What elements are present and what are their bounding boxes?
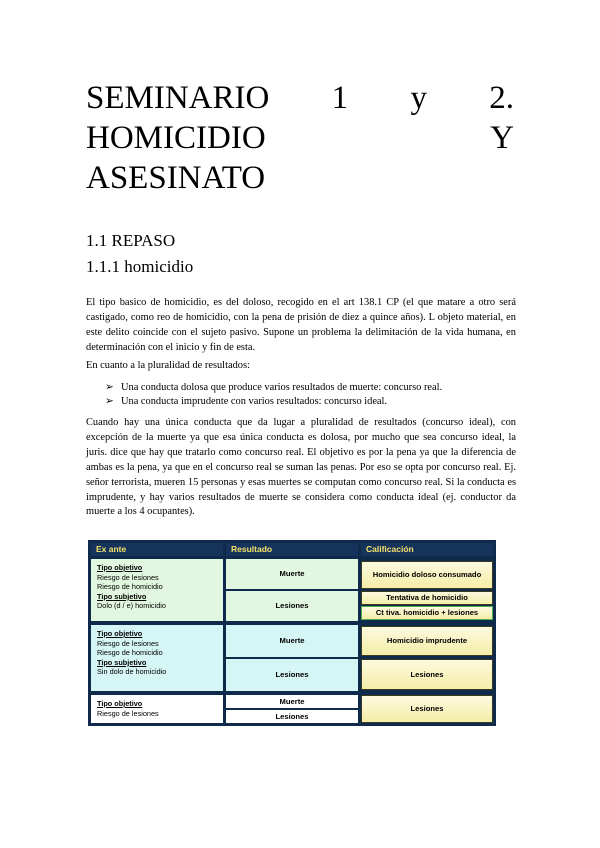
header-resultado: Resultado xyxy=(226,543,358,556)
qualification-cell: Ct tiva. homicidio + lesiones xyxy=(361,606,493,620)
section-heading: 1.1 REPASO xyxy=(86,231,176,250)
title-word: 2. xyxy=(489,80,514,116)
qualification-cell: Lesiones xyxy=(361,695,493,723)
bullet-item xyxy=(105,381,442,395)
result-cell: Muerte xyxy=(226,695,358,708)
paragraph-intro: El tipo basico de homicidio, es del doloso, recogido en el art 138.1 CP (el que matare a otro será castigado, como reo de homicidio, con la pena de prisión de diez a quince años). L objeto material, en este delito coincide con el sujeto pasivo. Supone un problema la delimitación de la vida humana, en determinación con el inicio y fin de esta. xyxy=(86,297,516,353)
result-cell: Lesiones xyxy=(226,591,358,621)
title-word: y xyxy=(410,80,427,116)
title-word: SEMINARIO xyxy=(86,80,270,116)
qualification-cell: Tentativa de homicidio xyxy=(361,591,493,605)
title-line-1 xyxy=(86,78,514,118)
qualification-cell: Lesiones xyxy=(361,659,493,690)
result-cell: Muerte xyxy=(226,625,358,657)
ex-ante-cell: Tipo objetivo Riesgo de lesiones Riesgo de homicidio Tipo subjetivo Sin dolo de homicidio xyxy=(91,625,223,691)
bullet-text: Una conducta imprudente con varios resultados: concurso ideal. xyxy=(121,396,388,407)
qualification-cell: Homicidio imprudente xyxy=(361,626,493,656)
qualification-table xyxy=(88,540,496,726)
paragraph-concurso: Cuando hay una única conducta que da lugar a pluralidad de resultados (concurso ideal), con excepción de la muerte ya que esa única conducta es dolosa, por mucho que sea concurso ideal, la juris. dice que hay que tratarlo como concurso real. El objetivo es por la pena ya que la diferencia de ambas es la pena, ya que en el concurso real se suman las penas. Por eso se opta por concurso real. Ej. señor terrorista, mueren 15 personas y esas muertes se computan como concurso real. Si la conducta es imprudente, y hay varios resultados de muerte se considera como conducta ideal (ej. conductor da muerte a los 4 ocupantes). xyxy=(86,417,516,518)
bullet-text: Una conducta dolosa que produce varios resultados de muerte: concurso real. xyxy=(121,382,443,393)
title-word: Y xyxy=(490,120,514,156)
qualification-cell: Homicidio doloso consumado xyxy=(361,561,493,589)
title-word: 1 xyxy=(331,80,349,116)
title-line-3: ASESINATO xyxy=(86,160,266,196)
result-cell: Muerte xyxy=(226,559,358,589)
subsection-heading: 1.1.1 homicidio xyxy=(86,257,194,276)
arrow-bullet-icon: ➢ xyxy=(105,396,114,407)
result-cell: Lesiones xyxy=(226,659,358,691)
result-cell: Lesiones xyxy=(226,710,358,723)
ex-ante-cell: Tipo objetivo Riesgo de lesiones xyxy=(91,695,223,723)
title-line-2 xyxy=(86,118,514,158)
ex-ante-cell: Tipo objetivo Riesgo de lesiones Riesgo de homicidio Tipo subjetivo Dolo (d / e) homicidio xyxy=(91,559,223,621)
arrow-bullet-icon: ➢ xyxy=(105,382,114,393)
header-calificacion: Calificación xyxy=(361,543,493,556)
paragraph-plurality: En cuanto a la pluralidad de resultados: xyxy=(86,360,250,371)
header-ex-ante: Ex ante xyxy=(91,543,223,556)
bullet-item xyxy=(105,395,387,409)
title-word: HOMICIDIO xyxy=(86,120,266,156)
